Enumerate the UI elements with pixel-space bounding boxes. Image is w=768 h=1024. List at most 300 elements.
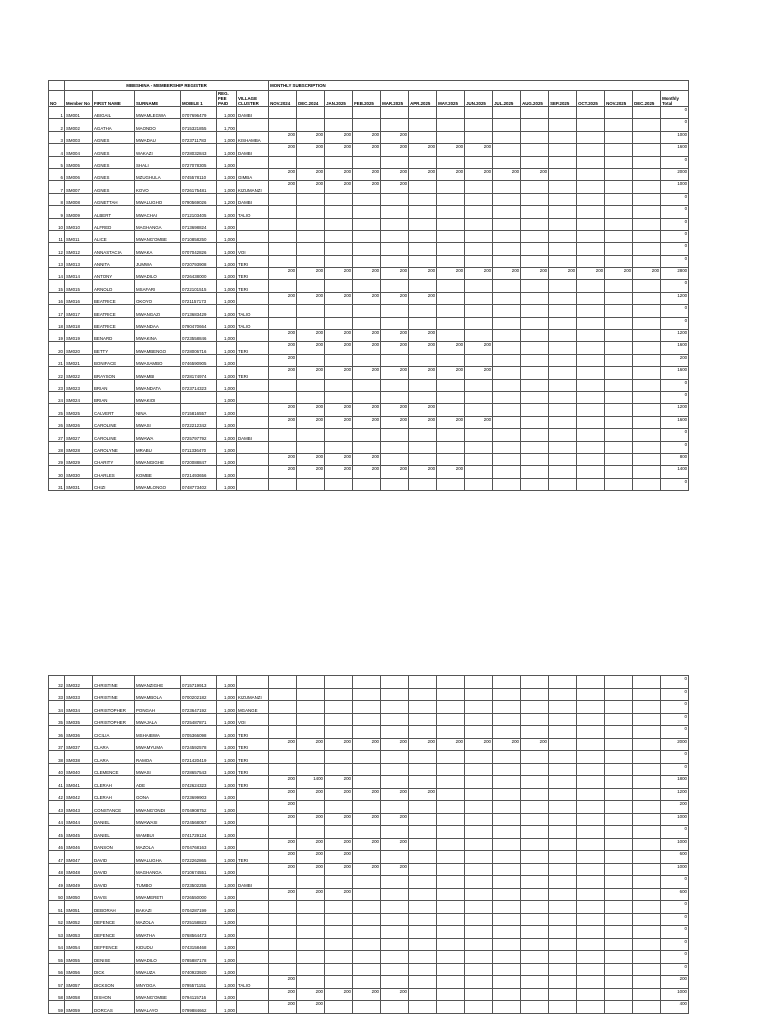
member-monthly-total: 0 xyxy=(661,926,689,939)
subscription-cell: 200 xyxy=(605,268,633,280)
subscription-cell: 200 xyxy=(409,788,437,801)
subscription-cell xyxy=(409,701,437,714)
subscription-cell xyxy=(437,206,465,218)
member-monthly-total: 2000 xyxy=(661,168,689,180)
subscription-cell xyxy=(577,230,605,242)
subscription-cell xyxy=(577,788,605,801)
member-first-name: ALICE xyxy=(93,230,135,242)
subscription-cell xyxy=(465,751,493,764)
subscription-cell xyxy=(353,230,381,242)
subscription-cell xyxy=(409,131,437,143)
subscription-cell xyxy=(381,280,409,292)
member-mobile: 0704768163 xyxy=(181,838,217,851)
subscription-cell xyxy=(549,466,577,478)
subscription-cell xyxy=(633,429,661,441)
subscription-cell xyxy=(437,863,465,876)
member-id: SM045 xyxy=(65,826,93,839)
subscription-cell xyxy=(549,713,577,726)
member-reg-fee: 1,000 xyxy=(217,976,237,989)
subscription-cell: 200 xyxy=(633,268,661,280)
subscription-cell xyxy=(465,441,493,453)
member-reg-fee: 1,700 xyxy=(217,119,237,131)
subscription-cell: 200 xyxy=(409,292,437,304)
subscription-cell xyxy=(297,119,325,131)
member-surname: GONA xyxy=(135,788,181,801)
subscription-cell xyxy=(297,801,325,814)
member-surname: MWANDATA xyxy=(135,379,181,391)
subscription-cell xyxy=(325,951,353,964)
member-first-name: CHIZI xyxy=(93,478,135,490)
subscription-cell xyxy=(521,776,549,789)
member-mobile: 0704287199 xyxy=(181,901,217,914)
subscription-cell xyxy=(633,701,661,714)
subscription-cell xyxy=(381,391,409,403)
member-first-name: CLERAH xyxy=(93,776,135,789)
subscription-cell xyxy=(549,988,577,1001)
col-header-member-no: Member No xyxy=(65,91,93,107)
member-mobile: 0746590905 xyxy=(181,354,217,366)
subscription-cell xyxy=(549,429,577,441)
subscription-cell: 200 xyxy=(269,453,297,465)
member-number: 20 xyxy=(49,342,65,354)
subscription-cell xyxy=(381,713,409,726)
subscription-cell xyxy=(521,813,549,826)
member-village: TERI xyxy=(237,367,269,379)
subscription-cell: 1400 xyxy=(297,776,325,789)
member-first-name: ANNITA xyxy=(93,255,135,267)
subscription-cell xyxy=(437,317,465,329)
subscription-cell xyxy=(605,988,633,1001)
member-first-name: BEATRICE xyxy=(93,292,135,304)
subscription-cell xyxy=(577,218,605,230)
subscription-cell xyxy=(633,107,661,119)
member-surname: MWAUZA xyxy=(135,963,181,976)
subscription-cell xyxy=(465,863,493,876)
subscription-cell xyxy=(269,876,297,889)
subscription-cell xyxy=(493,181,521,193)
subscription-cell: 200 xyxy=(437,416,465,428)
member-surname: MZUGHULA xyxy=(135,168,181,180)
subscription-cell: 200 xyxy=(325,453,353,465)
subscription-cell xyxy=(549,404,577,416)
subscription-cell xyxy=(409,230,437,242)
subscription-cell xyxy=(325,230,353,242)
member-reg-fee: 1,000 xyxy=(217,168,237,180)
member-row xyxy=(49,751,689,764)
subscription-cell xyxy=(297,713,325,726)
col-header-month: NOV.2025 xyxy=(605,91,633,107)
subscription-cell xyxy=(465,404,493,416)
member-row xyxy=(49,763,689,776)
subscription-cell xyxy=(409,876,437,889)
member-surname: MWAKIOI xyxy=(135,391,181,403)
subscription-cell: 200 xyxy=(297,453,325,465)
subscription-cell xyxy=(605,429,633,441)
subscription-cell xyxy=(577,119,605,131)
member-monthly-total: 1600 xyxy=(661,416,689,428)
subscription-cell xyxy=(437,478,465,490)
subscription-cell xyxy=(269,938,297,951)
subscription-cell xyxy=(297,726,325,739)
subscription-cell: 200 xyxy=(325,404,353,416)
member-row xyxy=(49,330,689,342)
subscription-cell: 200 xyxy=(381,144,409,156)
member-monthly-total: 0 xyxy=(661,701,689,714)
subscription-cell: 200 xyxy=(493,268,521,280)
subscription-cell xyxy=(493,726,521,739)
subscription-cell xyxy=(465,726,493,739)
member-id: SM036 xyxy=(65,726,93,739)
member-surname: MAONDO xyxy=(135,119,181,131)
member-number: 31 xyxy=(49,478,65,490)
subscription-cell: 200 xyxy=(493,738,521,751)
subscription-cell xyxy=(633,193,661,205)
subscription-cell xyxy=(577,913,605,926)
subscription-cell xyxy=(633,478,661,490)
register-title: MBESHINA - MEMBERSHIP REGISTER xyxy=(65,81,269,91)
member-first-name: DANIEL xyxy=(93,826,135,839)
subscription-cell xyxy=(493,416,521,428)
subscription-cell xyxy=(325,193,353,205)
member-number: 58 xyxy=(49,988,65,1001)
member-id: SM058 xyxy=(65,988,93,1001)
member-number: 47 xyxy=(49,851,65,864)
subscription-cell xyxy=(297,688,325,701)
member-monthly-total: 1000 xyxy=(661,813,689,826)
subscription-cell xyxy=(437,391,465,403)
member-surname: MWAMBOLA xyxy=(135,688,181,701)
subscription-cell: 200 xyxy=(353,404,381,416)
subscription-cell xyxy=(493,131,521,143)
subscription-cell: 200 xyxy=(409,404,437,416)
member-number: 12 xyxy=(49,243,65,255)
member-monthly-total: 0 xyxy=(661,751,689,764)
subscription-cell xyxy=(521,751,549,764)
member-mobile: 0740923920 xyxy=(181,963,217,976)
subscription-cell xyxy=(577,876,605,889)
subscription-cell xyxy=(409,156,437,168)
member-mobile: 0748773402 xyxy=(181,478,217,490)
member-surname: MWANGAZI xyxy=(135,305,181,317)
member-surname: MWANZIGHE xyxy=(135,676,181,689)
subscription-cell xyxy=(325,354,353,366)
subscription-cell xyxy=(633,751,661,764)
subscription-cell: 200 xyxy=(325,776,353,789)
col-header-month: FEB.2025 xyxy=(353,91,381,107)
subscription-cell xyxy=(465,701,493,714)
subscription-cell xyxy=(605,107,633,119)
subscription-cell xyxy=(605,913,633,926)
member-reg-fee: 1,000 xyxy=(217,676,237,689)
member-id: SM004 xyxy=(65,144,93,156)
member-village: TALIO xyxy=(237,206,269,218)
subscription-cell xyxy=(325,429,353,441)
member-village: TERI xyxy=(237,851,269,864)
subscription-cell xyxy=(577,305,605,317)
subscription-cell xyxy=(465,354,493,366)
subscription-cell: 200 xyxy=(353,144,381,156)
subscription-cell xyxy=(633,988,661,1001)
member-mobile: 0704908752 xyxy=(181,801,217,814)
subscription-cell xyxy=(409,901,437,914)
subscription-cell xyxy=(465,466,493,478)
member-number: 21 xyxy=(49,354,65,366)
member-first-name: CICILIA xyxy=(93,726,135,739)
subscription-cell xyxy=(549,218,577,230)
subscription-cell: 200 xyxy=(381,292,409,304)
subscription-cell xyxy=(353,391,381,403)
subscription-cell xyxy=(577,926,605,939)
member-monthly-total: 1200 xyxy=(661,404,689,416)
subscription-cell xyxy=(633,863,661,876)
member-id: SM048 xyxy=(65,863,93,876)
subscription-cell xyxy=(381,107,409,119)
subscription-cell xyxy=(605,776,633,789)
member-id: SM015 xyxy=(65,280,93,292)
subscription-cell: 200 xyxy=(269,813,297,826)
subscription-cell: 200 xyxy=(409,342,437,354)
subscription-cell xyxy=(633,738,661,751)
subscription-cell xyxy=(605,156,633,168)
subscription-cell xyxy=(633,838,661,851)
subscription-cell xyxy=(605,367,633,379)
subscription-cell: 200 xyxy=(549,268,577,280)
subscription-cell xyxy=(269,119,297,131)
subscription-cell xyxy=(605,441,633,453)
member-row xyxy=(49,1001,689,1014)
member-number: 42 xyxy=(49,788,65,801)
member-first-name: DICK xyxy=(93,963,135,976)
subscription-cell xyxy=(521,181,549,193)
subscription-cell: 200 xyxy=(325,838,353,851)
member-id: SM054 xyxy=(65,938,93,951)
subscription-cell xyxy=(633,676,661,689)
subscription-cell xyxy=(521,206,549,218)
member-reg-fee: 1,000 xyxy=(217,726,237,739)
subscription-cell: 200 xyxy=(269,404,297,416)
subscription-cell xyxy=(605,963,633,976)
member-first-name: BRIAN xyxy=(93,379,135,391)
col-header-month: MAR.2025 xyxy=(381,91,409,107)
member-reg-fee: 1,000 xyxy=(217,292,237,304)
subscription-cell xyxy=(633,801,661,814)
member-row xyxy=(49,131,689,143)
col-header-month: SEP.2025 xyxy=(549,91,577,107)
member-first-name: DORCAS xyxy=(93,1001,135,1014)
subscription-cell xyxy=(409,317,437,329)
member-first-name: ALFRED xyxy=(93,218,135,230)
member-mobile: 0715321855 xyxy=(181,119,217,131)
member-reg-fee: 1,000 xyxy=(217,688,237,701)
subscription-cell xyxy=(605,218,633,230)
subscription-cell: 200 xyxy=(437,342,465,354)
member-mobile: 0723699903 xyxy=(181,788,217,801)
member-surname: MWAMYUMA xyxy=(135,738,181,751)
member-village: DAMBI xyxy=(237,193,269,205)
member-id: SM049 xyxy=(65,876,93,889)
subscription-cell xyxy=(409,926,437,939)
member-number: 59 xyxy=(49,1001,65,1014)
subscription-cell xyxy=(465,453,493,465)
subscription-cell xyxy=(269,218,297,230)
member-id: SM005 xyxy=(65,156,93,168)
subscription-cell xyxy=(549,317,577,329)
subscription-cell xyxy=(269,206,297,218)
subscription-cell: 200 xyxy=(325,181,353,193)
member-row xyxy=(49,963,689,976)
subscription-cell xyxy=(381,255,409,267)
member-village xyxy=(237,826,269,839)
subscription-cell xyxy=(549,379,577,391)
subscription-cell xyxy=(633,441,661,453)
member-first-name: CHRISTOPHER xyxy=(93,713,135,726)
subscription-cell xyxy=(549,206,577,218)
subscription-cell xyxy=(633,926,661,939)
subscription-cell xyxy=(549,119,577,131)
member-row xyxy=(49,119,689,131)
member-village: KIZUMANZI xyxy=(237,688,269,701)
member-monthly-total: 0 xyxy=(661,951,689,964)
subscription-cell xyxy=(409,218,437,230)
subscription-cell xyxy=(437,976,465,989)
subscription-cell xyxy=(633,404,661,416)
subscription-cell xyxy=(521,951,549,964)
subscription-cell xyxy=(325,119,353,131)
subscription-cell xyxy=(325,379,353,391)
subscription-cell xyxy=(465,776,493,789)
member-id: SM059 xyxy=(65,1001,93,1014)
member-first-name: DENISE xyxy=(93,951,135,964)
member-reg-fee: 1,000 xyxy=(217,453,237,465)
member-surname: ADE xyxy=(135,776,181,789)
subscription-cell xyxy=(549,726,577,739)
member-village xyxy=(237,901,269,914)
subscription-cell xyxy=(297,763,325,776)
member-monthly-total: 0 xyxy=(661,218,689,230)
subscription-cell xyxy=(605,230,633,242)
subscription-cell xyxy=(521,218,549,230)
subscription-cell xyxy=(521,453,549,465)
member-row xyxy=(49,391,689,403)
subscription-cell: 200 xyxy=(409,168,437,180)
member-reg-fee: 1,000 xyxy=(217,838,237,851)
subscription-cell xyxy=(381,317,409,329)
subscription-cell: 200 xyxy=(437,466,465,478)
member-id: SM022 xyxy=(65,367,93,379)
subscription-cell xyxy=(633,119,661,131)
member-first-name: DEFFENCE xyxy=(93,938,135,951)
subscription-cell xyxy=(633,255,661,267)
member-id: SM006 xyxy=(65,168,93,180)
subscription-cell xyxy=(353,676,381,689)
subscription-cell xyxy=(577,107,605,119)
member-village xyxy=(237,391,269,403)
member-monthly-total: 200 xyxy=(661,801,689,814)
subscription-cell xyxy=(381,763,409,776)
member-first-name: DANIEL xyxy=(93,813,135,826)
subscription-cell xyxy=(297,478,325,490)
subscription-cell xyxy=(269,193,297,205)
member-id: SM020 xyxy=(65,342,93,354)
member-village xyxy=(237,379,269,391)
member-reg-fee: 1,000 xyxy=(217,156,237,168)
member-surname: KOMBE xyxy=(135,466,181,478)
subscription-cell xyxy=(577,901,605,914)
member-row xyxy=(49,988,689,1001)
member-id: SM018 xyxy=(65,317,93,329)
member-row xyxy=(49,976,689,989)
subscription-cell xyxy=(465,976,493,989)
subscription-cell xyxy=(409,863,437,876)
member-id: SM001 xyxy=(65,107,93,119)
subscription-cell: 200 xyxy=(353,342,381,354)
member-mobile: 0723711783 xyxy=(181,131,217,143)
subscription-cell xyxy=(409,813,437,826)
subscription-cell xyxy=(465,676,493,689)
subscription-cell xyxy=(521,676,549,689)
subscription-cell xyxy=(297,441,325,453)
subscription-cell xyxy=(437,1001,465,1014)
subscription-cell xyxy=(493,429,521,441)
subscription-cell xyxy=(521,416,549,428)
member-surname: MWALUGHA xyxy=(135,851,181,864)
member-monthly-total: 1000 xyxy=(661,838,689,851)
member-surname: MAZOLA xyxy=(135,838,181,851)
subscription-cell xyxy=(493,988,521,1001)
subscription-cell xyxy=(353,938,381,951)
member-village xyxy=(237,788,269,801)
subscription-cell xyxy=(353,976,381,989)
member-reg-fee: 1,000 xyxy=(217,938,237,951)
member-village xyxy=(237,926,269,939)
subscription-cell xyxy=(521,243,549,255)
subscription-cell: 200 xyxy=(269,851,297,864)
subscription-cell xyxy=(465,317,493,329)
subscription-cell xyxy=(465,813,493,826)
member-reg-fee: 1,000 xyxy=(217,701,237,714)
subscription-cell xyxy=(381,193,409,205)
subscription-cell: 200 xyxy=(325,131,353,143)
subscription-cell xyxy=(605,243,633,255)
col-header-month: AUG.2025 xyxy=(521,91,549,107)
member-row xyxy=(49,379,689,391)
member-monthly-total: 0 xyxy=(661,963,689,976)
subscription-cell xyxy=(577,342,605,354)
subscription-cell xyxy=(605,901,633,914)
subscription-cell xyxy=(409,726,437,739)
member-mobile: 0741729124 xyxy=(181,826,217,839)
member-row xyxy=(49,243,689,255)
subscription-cell xyxy=(409,1001,437,1014)
subscription-cell xyxy=(325,976,353,989)
member-surname: MWALAYO xyxy=(135,1001,181,1014)
subscription-cell xyxy=(605,838,633,851)
subscription-cell xyxy=(465,131,493,143)
subscription-cell: 200 xyxy=(437,367,465,379)
subscription-cell: 200 xyxy=(353,738,381,751)
member-number: 49 xyxy=(49,876,65,889)
member-number: 32 xyxy=(49,676,65,689)
subscription-cell xyxy=(549,367,577,379)
member-reg-fee: 1,000 xyxy=(217,429,237,441)
member-id: SM035 xyxy=(65,713,93,726)
subscription-cell xyxy=(549,181,577,193)
subscription-cell xyxy=(353,354,381,366)
member-reg-fee: 1,000 xyxy=(217,913,237,926)
subscription-cell xyxy=(549,144,577,156)
subscription-cell xyxy=(381,963,409,976)
member-monthly-total: 0 xyxy=(661,280,689,292)
